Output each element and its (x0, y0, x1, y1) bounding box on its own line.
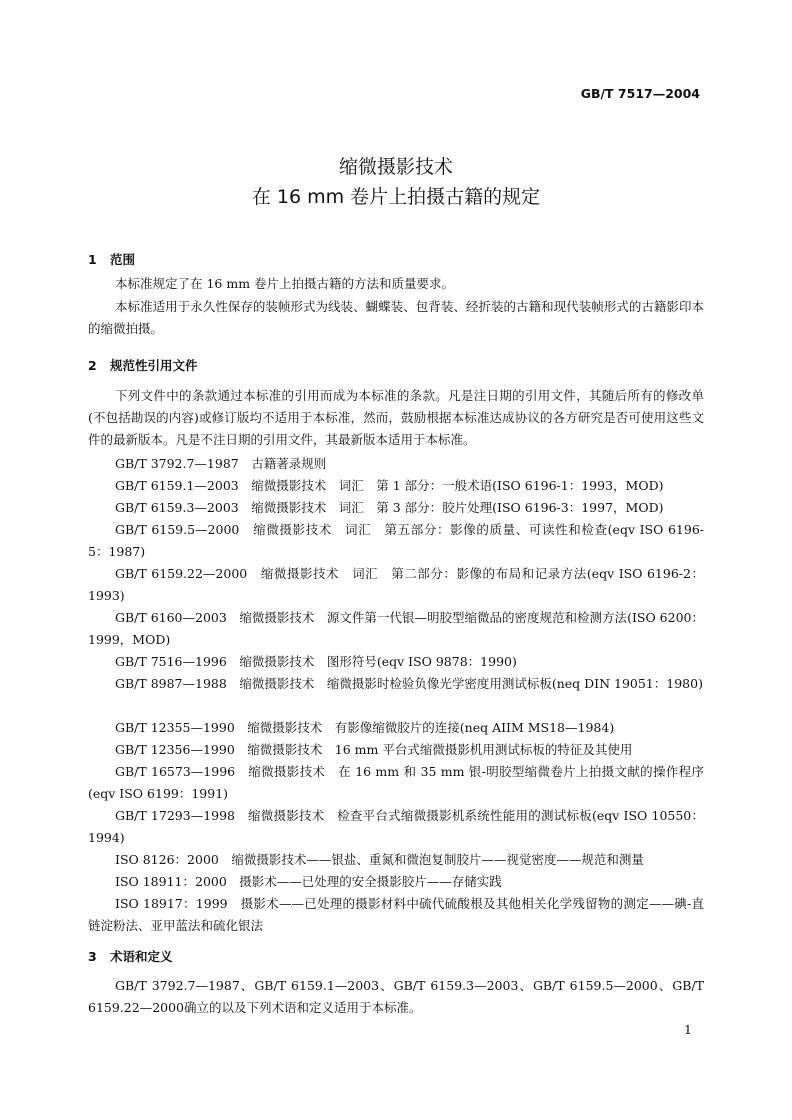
section-number: 3 (88, 949, 97, 964)
standard-code: GB/T 7517—2004 (580, 86, 700, 101)
reference-item: GB/T 12355—1990 缩微摄影技术 有影像缩微胶片的连接(neq AIIM MS18—1984) (115, 720, 615, 735)
reference-item: GB/T 12356—1990 缩微摄影技术 16 mm 平台式缩微摄影机用测试标板的特征及其使用 (115, 742, 633, 757)
reference-item: GB/T 6159.22—2000 缩微摄影技术 词汇 第二部分：影像的布局和记录方法(eqv ISO 6196-2：1993) (88, 566, 704, 603)
paragraph: 下列文件中的条款通过本标准的引用而成为本标准的条款。凡是注日期的引用文件，其随后所有的修改单(不包括勘误的内容)或修订版均不适用于本标准，然而，鼓励根据本标准达成协议的各方研究是否可使用这些文件的最新版本。凡是不注日期的引用文件，其最新版本适用于本标准。 (88, 388, 704, 447)
section-number: 2 (88, 358, 97, 373)
reference-item: ISO 8126：2000 缩微摄影技术——银盐、重氮和微泡复制胶片——视觉密度——规范和测量 (115, 852, 644, 867)
section-title: 术语和定义 (110, 949, 173, 964)
paragraph: 本标准规定了在 16 mm 卷片上拍摄古籍的方法和质量要求。 (115, 276, 455, 291)
reference-item: GB/T 17293—1998 缩微摄影技术 检查平台式缩微摄影机系统性能用的测试标板(eqv ISO 10550：1994) (88, 808, 704, 845)
paragraph: GB/T 3792.7—1987、GB/T 6159.1—2003、GB/T 6159.3—2003、GB/T 6159.5—2000、GB/T 6159.22—2000确立的以及下列术语和定义适用于本标准。 (88, 978, 704, 1015)
reference-item: GB/T 8987—1988 缩微摄影技术 缩微摄影时检验负像光学密度用测试标板(neq DIN 19051：1980) (115, 676, 703, 691)
section-1-heading (88, 250, 135, 268)
paragraph: 本标准适用于永久性保存的装帧形式为线装、蝴蝶装、包背装、经折装的古籍和现代装帧形式的古籍影印本的缩微拍摄。 (88, 299, 704, 336)
document-title-line-2: 在 16 mm 卷片上拍摄古籍的规定 (251, 186, 541, 208)
document-title-line-1: 缩微摄影技术 (338, 156, 453, 178)
page-number: 1 (684, 1022, 692, 1037)
reference-item: GB/T 6159.5—2000 缩微摄影技术 词汇 第五部分：影像的质量、可读性和检查(eqv ISO 6196-5：1987) (88, 522, 704, 559)
reference-item: GB/T 7516—1996 缩微摄影技术 图形符号(eqv ISO 9878：1990) (115, 654, 517, 669)
reference-item: ISO 18917：1999 摄影术——已处理的摄影材料中硫代硫酸根及其他相关化学残留物的测定——碘-直链淀粉法、亚甲蓝法和硫化银法 (88, 896, 704, 933)
reference-item: GB/T 6159.3—2003 缩微摄影技术 词汇 第 3 部分：胶片处理(ISO 6196-3：1997，MOD) (115, 500, 664, 515)
section-title: 规范性引用文件 (110, 358, 198, 373)
reference-item: GB/T 6160—2003 缩微摄影技术 源文件第一代银—明胶型缩微品的密度规范和检测方法(ISO 6200：1999，MOD) (88, 610, 704, 647)
reference-item: GB/T 3792.7—1987 古籍著录规则 (115, 456, 327, 471)
reference-item: GB/T 6159.1—2003 缩微摄影技术 词汇 第 1 部分：一般术语(ISO 6196-1：1993，MOD) (115, 478, 664, 493)
section-2-heading (88, 356, 198, 374)
reference-item: ISO 18911：2000 摄影术——已处理的安全摄影胶片——存储实践 (115, 874, 502, 889)
section-title: 范围 (110, 252, 136, 267)
section-number: 1 (88, 252, 97, 267)
reference-item: GB/T 16573—1996 缩微摄影技术 在 16 mm 和 35 mm 银-明胶型缩微卷片上拍摄文献的操作程序(eqv ISO 6199：1991) (88, 764, 704, 801)
section-3-heading (88, 947, 173, 965)
